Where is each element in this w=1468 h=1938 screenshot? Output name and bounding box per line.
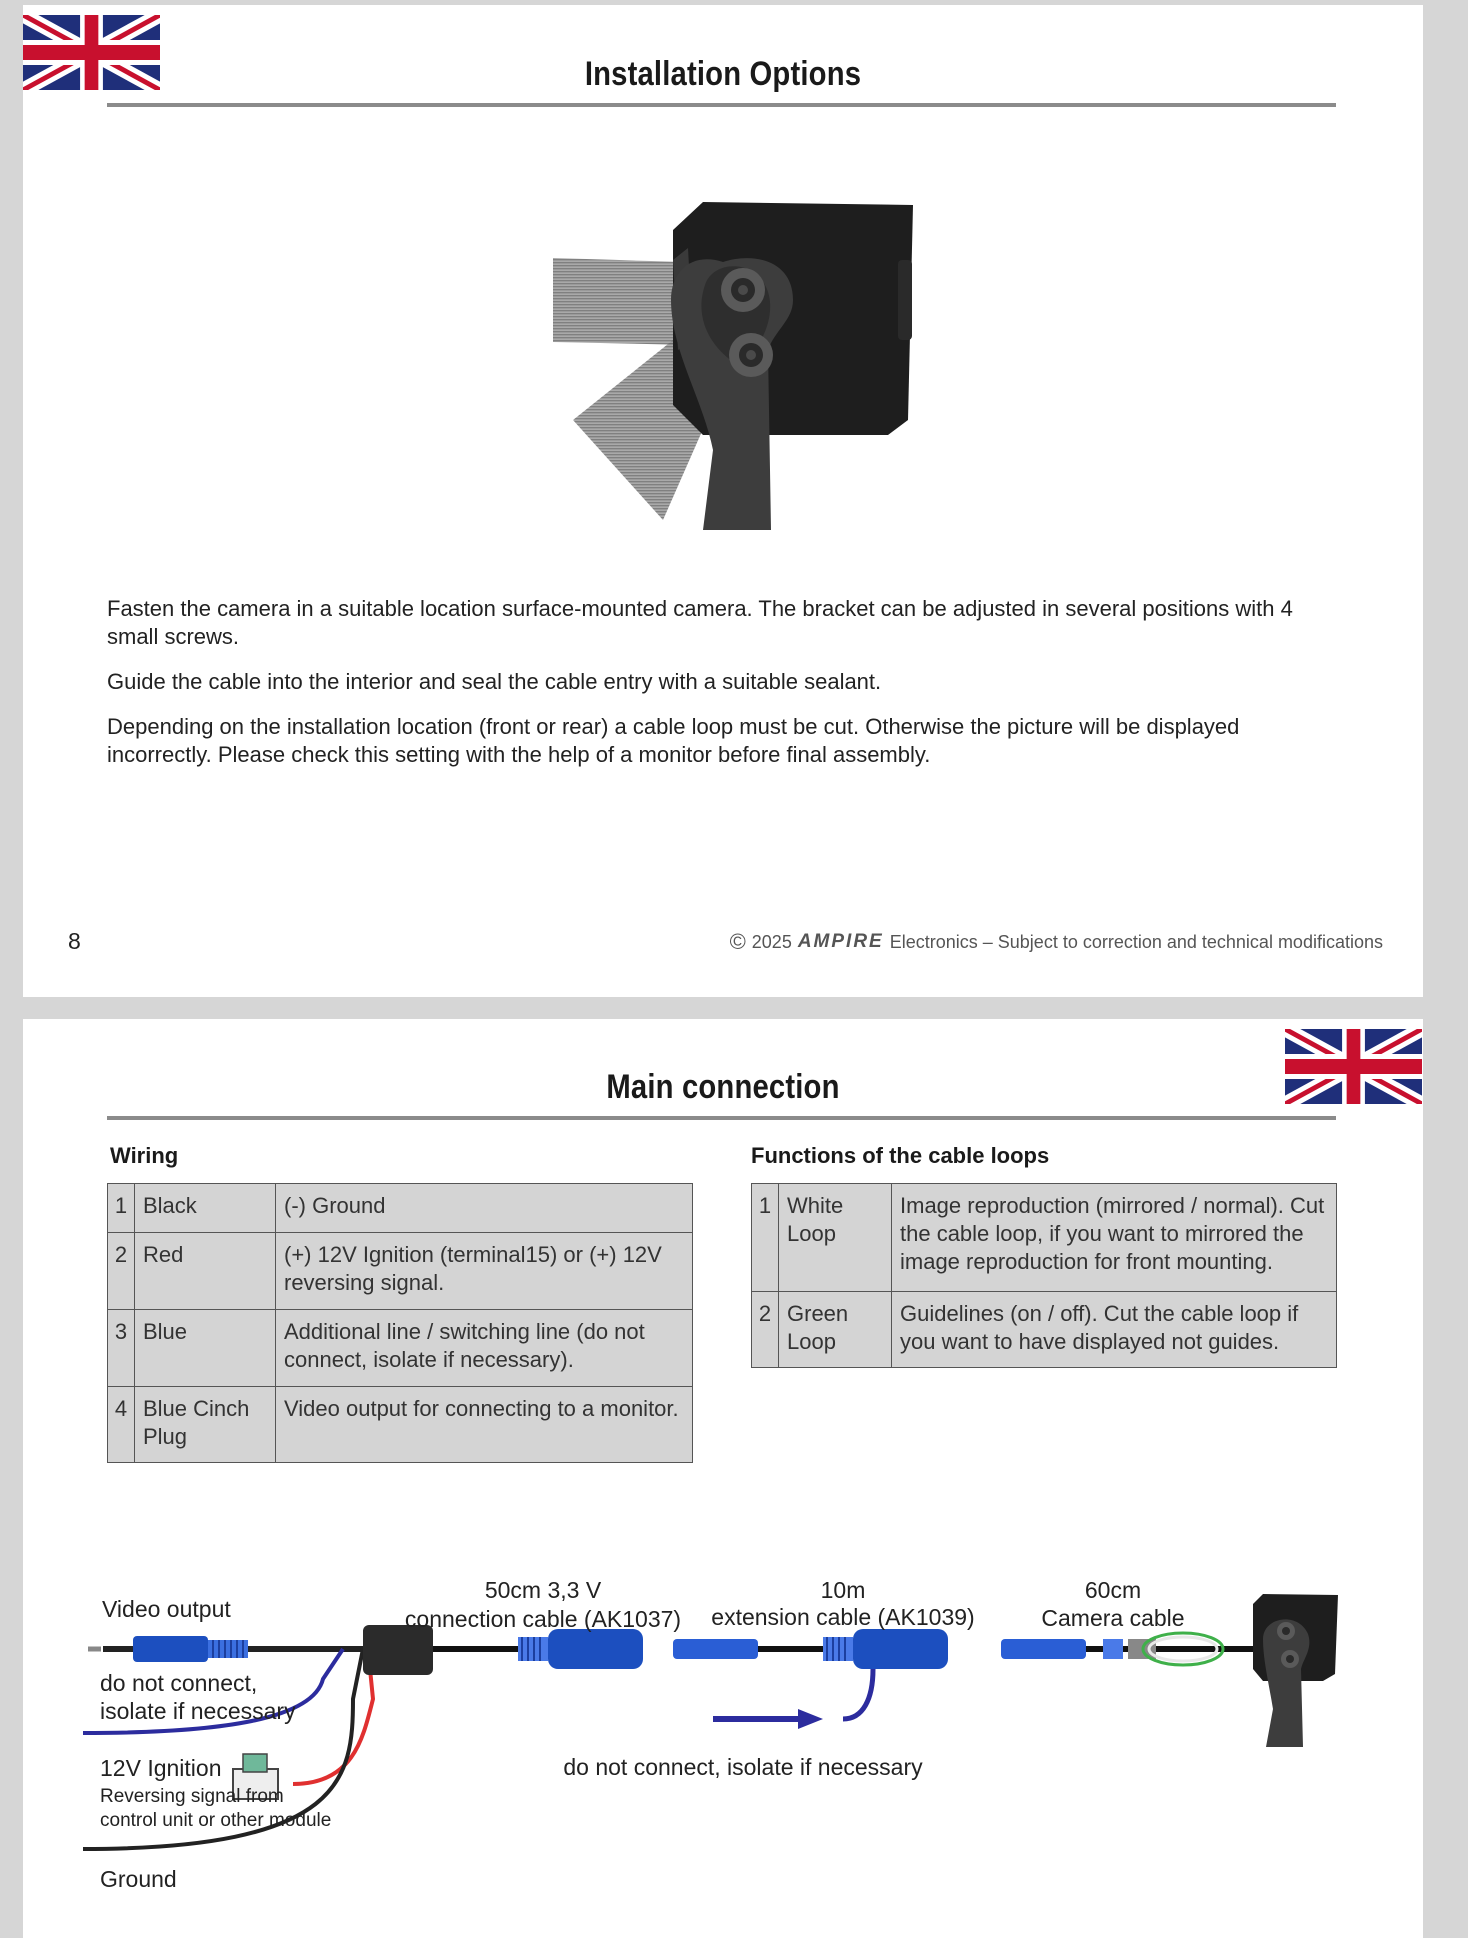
page-title: Main connection [606, 1068, 840, 1106]
wire-color: Black [135, 1184, 276, 1233]
row-number: 1 [108, 1184, 135, 1233]
label-ignition: 12V Ignition [100, 1755, 222, 1781]
wire-color: Blue Cinch Plug [135, 1387, 276, 1463]
cinch-plug-icon [133, 1636, 208, 1662]
label-cable1-length: 50cm 3,3 V [484, 1577, 602, 1603]
row-number: 1 [752, 1184, 779, 1292]
wire-description: Video output for connecting to a monitor. [276, 1387, 693, 1463]
wire-description: (-) Ground [276, 1184, 693, 1233]
label-cable1-name: connection cable (AK1037) [404, 1606, 682, 1632]
label-cable3-length: 60cm [1084, 1577, 1142, 1603]
label-reversing-1: Reversing signal from [100, 1786, 284, 1807]
row-number: 2 [752, 1292, 779, 1368]
wire-color: Blue [135, 1310, 276, 1387]
label-cable2-length: 10m [820, 1577, 866, 1603]
title-rule [107, 103, 1336, 107]
wire-description: (+) 12V Ignition (terminal15) or (+) 12V reversing signal. [276, 1233, 693, 1310]
wiring-heading: Wiring [110, 1143, 179, 1168]
plug-ak1037 [548, 1629, 643, 1669]
instruction-paragraph-2: Guide the cable into the interior and seal the cable entry with a suitable sealant. [107, 669, 882, 694]
copyright-icon: © [729, 929, 746, 954]
label-do-not-connect: do not connect, [100, 1670, 258, 1696]
label-video-output: Video output [102, 1596, 231, 1622]
camera-illustration [553, 190, 923, 535]
label-cable3-name: Camera cable [1041, 1605, 1185, 1631]
label-isolate: isolate if necessary [100, 1698, 296, 1724]
row-number: 2 [108, 1233, 135, 1310]
label-cable2-name: extension cable (AK1039) [711, 1604, 975, 1630]
footer [730, 929, 1383, 955]
wire-description: Additional line / switching line (do not connect, isolate if necessary). [276, 1310, 693, 1387]
label-bottom-note: do not connect, isolate if necessary [563, 1754, 923, 1780]
page-main-connection [23, 1019, 1423, 1938]
ampire-logo: AMPIRE [797, 931, 884, 952]
label-reversing-2: control unit or other module [100, 1810, 332, 1831]
loop-description: Guidelines (on / off). Cut the cable loop if you want to have displayed not guides. [892, 1292, 1337, 1368]
loop-description: Image reproduction (mirrored / normal). Cut the cable loop, if you want to mirrored the image reproduction for front mounting. [892, 1184, 1337, 1292]
instructions [107, 595, 1337, 786]
page-installation-options [23, 5, 1423, 997]
page-title: Installation Options [584, 55, 862, 93]
plug-ak1039 [853, 1629, 948, 1669]
red-wire [293, 1649, 373, 1784]
page-number: 8 [68, 928, 81, 954]
loop-name: Green Loop [779, 1292, 892, 1368]
footer-text: Electronics – Subject to correction and technical modifications [889, 931, 1383, 952]
wire-color: Red [135, 1233, 276, 1310]
footer-year: 2025 [751, 931, 792, 952]
loop-name: White Loop [779, 1184, 892, 1292]
row-number: 4 [108, 1387, 135, 1463]
arrow-icon [798, 1709, 823, 1729]
instruction-paragraph-3: Depending on the installation location (front or rear) a cable loop must be cut. Otherwise the picture will be displayed incorrectly. Please check this setting with the help of a monitor before final assembly. [107, 714, 1240, 767]
loops-heading: Functions of the cable loops [751, 1143, 1050, 1168]
label-ground: Ground [100, 1866, 177, 1892]
instruction-paragraph-1: Fasten the camera in a suitable location surface-mounted camera. The bracket can be adjusted in several positions with 4 small screws. [107, 596, 1293, 649]
row-number: 3 [108, 1310, 135, 1387]
